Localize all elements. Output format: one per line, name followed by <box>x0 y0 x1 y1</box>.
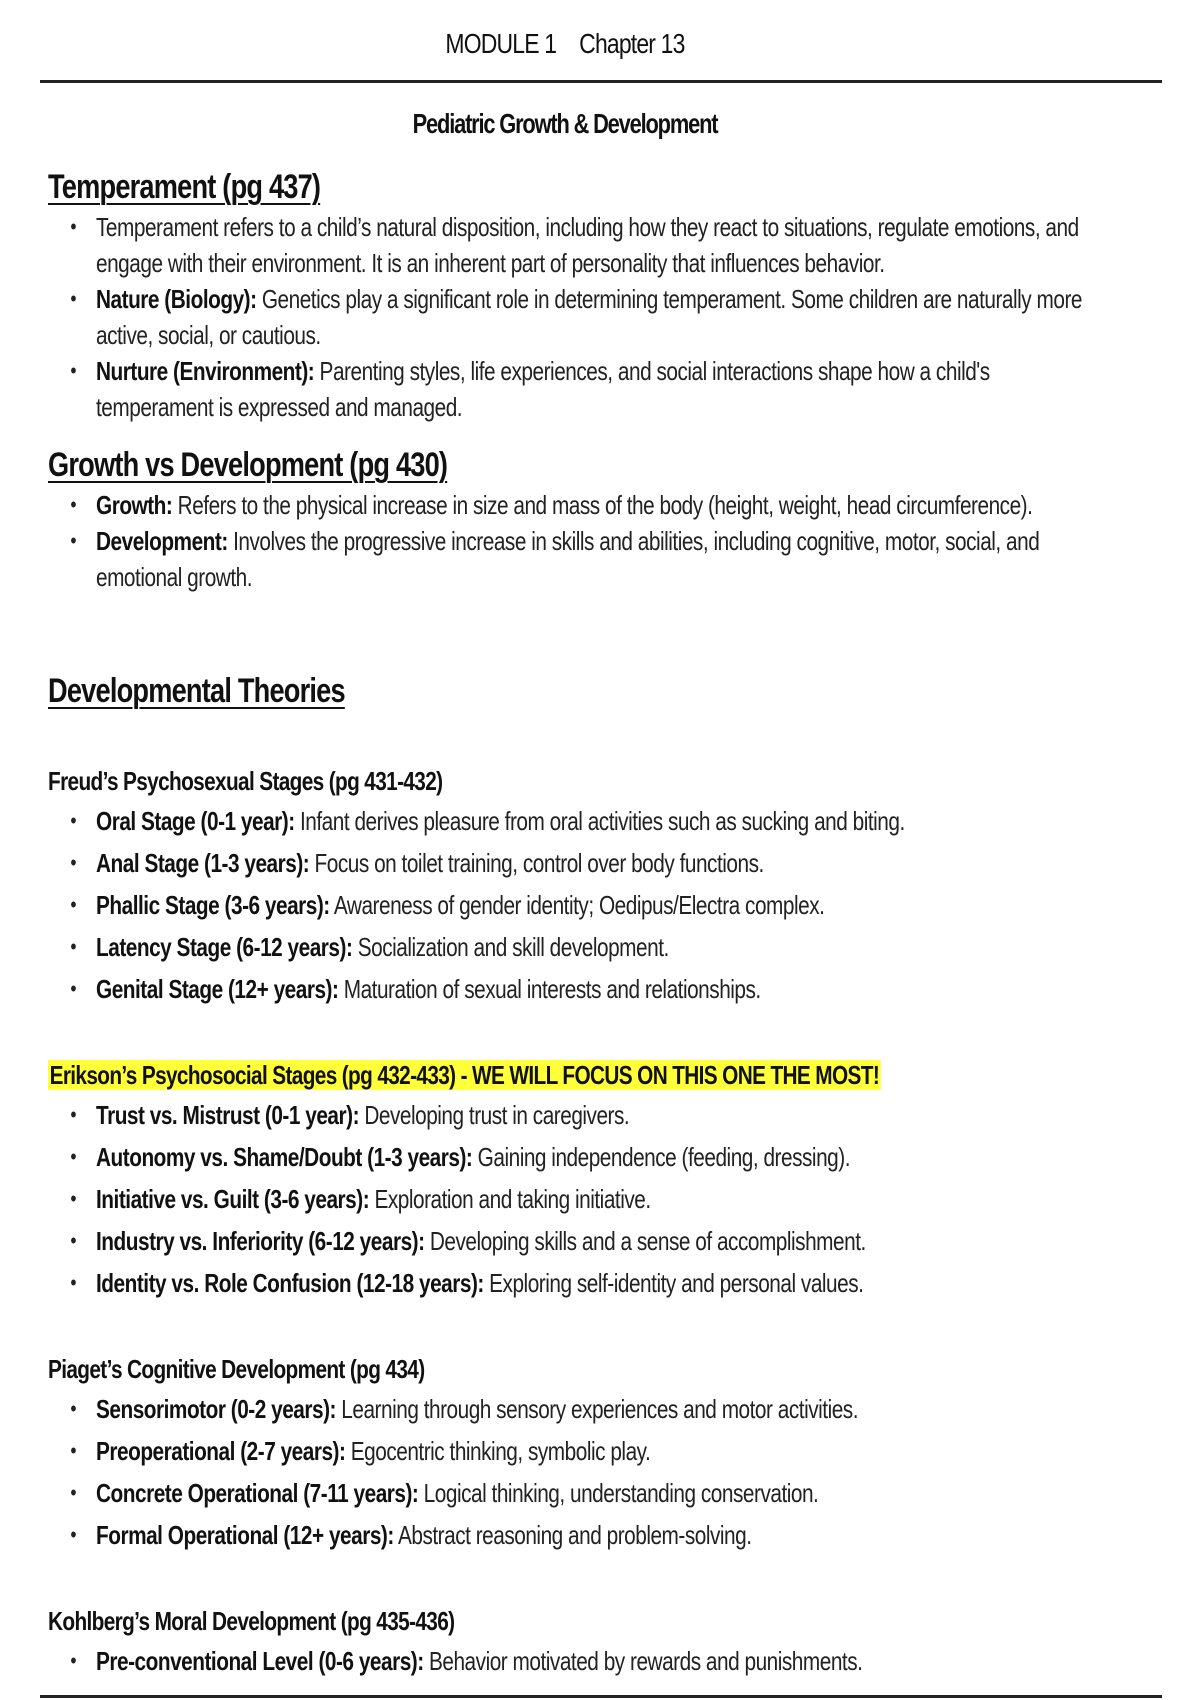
list-item: • Anal Stage (1-3 years): Focus on toilet training, control over body functions. <box>48 845 1112 881</box>
temperament-section <box>48 168 1112 425</box>
list-item: • Development: Involves the progressive increase in skills and abilities, including cognitive, motor, social, and emotional growth. <box>48 523 1112 595</box>
piaget-heading: Piaget’s Cognitive Development (pg 434) <box>48 1354 425 1384</box>
growth-list <box>48 487 1112 595</box>
footer-rule <box>40 1695 1162 1698</box>
list-item: • Identity vs. Role Confusion (12-18 years): Exploring self-identity and personal values. <box>48 1265 1112 1301</box>
list-item: • Trust vs. Mistrust (0-1 year): Developing trust in caregivers. <box>48 1097 1112 1133</box>
list-item: • Genital Stage (12+ years): Maturation of sexual interests and relationships. <box>48 971 1112 1007</box>
growth-section <box>48 446 1112 595</box>
list-item: • Nature (Biology): Genetics play a significant role in determining temperament. Some children are naturally more active, social, or cautious. <box>48 281 1112 353</box>
list-item: • Concrete Operational (7-11 years): Logical thinking, understanding conservation. <box>48 1475 1112 1511</box>
bullet-icon: • <box>70 892 77 917</box>
bullet-icon: • <box>70 850 77 875</box>
bullet-icon: • <box>70 808 77 833</box>
bullet-icon: • <box>70 528 77 553</box>
module-label: MODULE 1 <box>445 28 557 59</box>
list-item: • Pre-conventional Level (0-6 years): Behavior motivated by rewards and punishments. <box>48 1643 1112 1679</box>
list-item: • Autonomy vs. Shame/Doubt (1-3 years): Gaining independence (feeding, dressing). <box>48 1139 1112 1175</box>
bullet-icon: • <box>70 1102 77 1127</box>
list-item: • Sensorimotor (0-2 years): Learning through sensory experiences and motor activities. <box>48 1391 1112 1427</box>
list-item: • Nurture (Environment): Parenting styles, life experiences, and social interactions shape how a child's temperament is expressed and managed. <box>48 353 1112 425</box>
bullet-icon: • <box>70 358 77 383</box>
kohlberg-list <box>48 1643 1112 1679</box>
bullet-icon: • <box>70 1480 77 1505</box>
document-title: Pediatric Growth & Development <box>412 108 718 139</box>
list-item: • Preoperational (2-7 years): Egocentric thinking, symbolic play. <box>48 1433 1112 1469</box>
bullet-icon: • <box>70 1228 77 1253</box>
temperament-heading: Temperament (pg 437) <box>48 168 321 206</box>
bullet-icon: • <box>70 934 77 959</box>
header-rule <box>40 80 1162 83</box>
erikson-list <box>48 1097 1112 1301</box>
freud-list <box>48 803 1112 1007</box>
bullet-icon: • <box>70 1270 77 1295</box>
erikson-section <box>48 1060 1112 1301</box>
kohlberg-heading: Kohlberg’s Moral Development (pg 435-436) <box>48 1606 455 1636</box>
bullet-icon: • <box>70 1438 77 1463</box>
list-item: • Phallic Stage (3-6 years): Awareness of gender identity; Oedipus/Electra complex. <box>48 887 1112 923</box>
temperament-list <box>48 209 1112 425</box>
bullet-icon: • <box>70 492 77 517</box>
piaget-list <box>48 1391 1112 1553</box>
bullet-icon: • <box>70 286 77 311</box>
bullet-icon: • <box>70 1648 77 1673</box>
freud-heading: Freud’s Psychosexual Stages (pg 431-432) <box>48 766 443 796</box>
list-item: • Initiative vs. Guilt (3-6 years): Exploration and taking initiative. <box>48 1181 1112 1217</box>
growth-heading: Growth vs Development (pg 430) <box>48 446 448 484</box>
kohlberg-section <box>48 1606 1112 1679</box>
bullet-icon: • <box>70 976 77 1001</box>
list-item: • Oral Stage (0-1 year): Infant derives pleasure from oral activities such as sucking and biting. <box>48 803 1112 839</box>
theories-heading: Developmental Theories <box>48 672 345 710</box>
piaget-section <box>48 1354 1112 1553</box>
list-item: • Growth: Refers to the physical increase in size and mass of the body (height, weight, head circumference). <box>48 487 1112 523</box>
bullet-icon: • <box>70 1144 77 1169</box>
freud-section <box>48 766 1112 1007</box>
erikson-heading <box>48 1060 1112 1091</box>
bullet-icon: • <box>70 1186 77 1211</box>
list-item: • Latency Stage (6-12 years): Socialization and skill development. <box>48 929 1112 965</box>
theories-section <box>48 672 1112 711</box>
list-item: • Formal Operational (12+ years): Abstract reasoning and problem-solving. <box>48 1517 1112 1553</box>
bullet-icon: • <box>70 1396 77 1421</box>
page-header <box>102 28 1029 60</box>
list-item: • Temperament refers to a child’s natural disposition, including how they react to situations, regulate emotions, and engage with their environment. It is an inherent part of personality that influences behavior. <box>48 209 1112 281</box>
chapter-label: Chapter 13 <box>579 28 685 59</box>
bullet-icon: • <box>70 1522 77 1547</box>
bullet-icon: • <box>70 214 77 239</box>
highlighted-text: Erikson’s Psychosocial Stages (pg 432-433) - WE WILL FOCUS ON THIS ONE THE MOST! <box>49 1060 880 1090</box>
list-item: • Industry vs. Inferiority (6-12 years): Developing skills and a sense of accomplishment. <box>48 1223 1112 1259</box>
